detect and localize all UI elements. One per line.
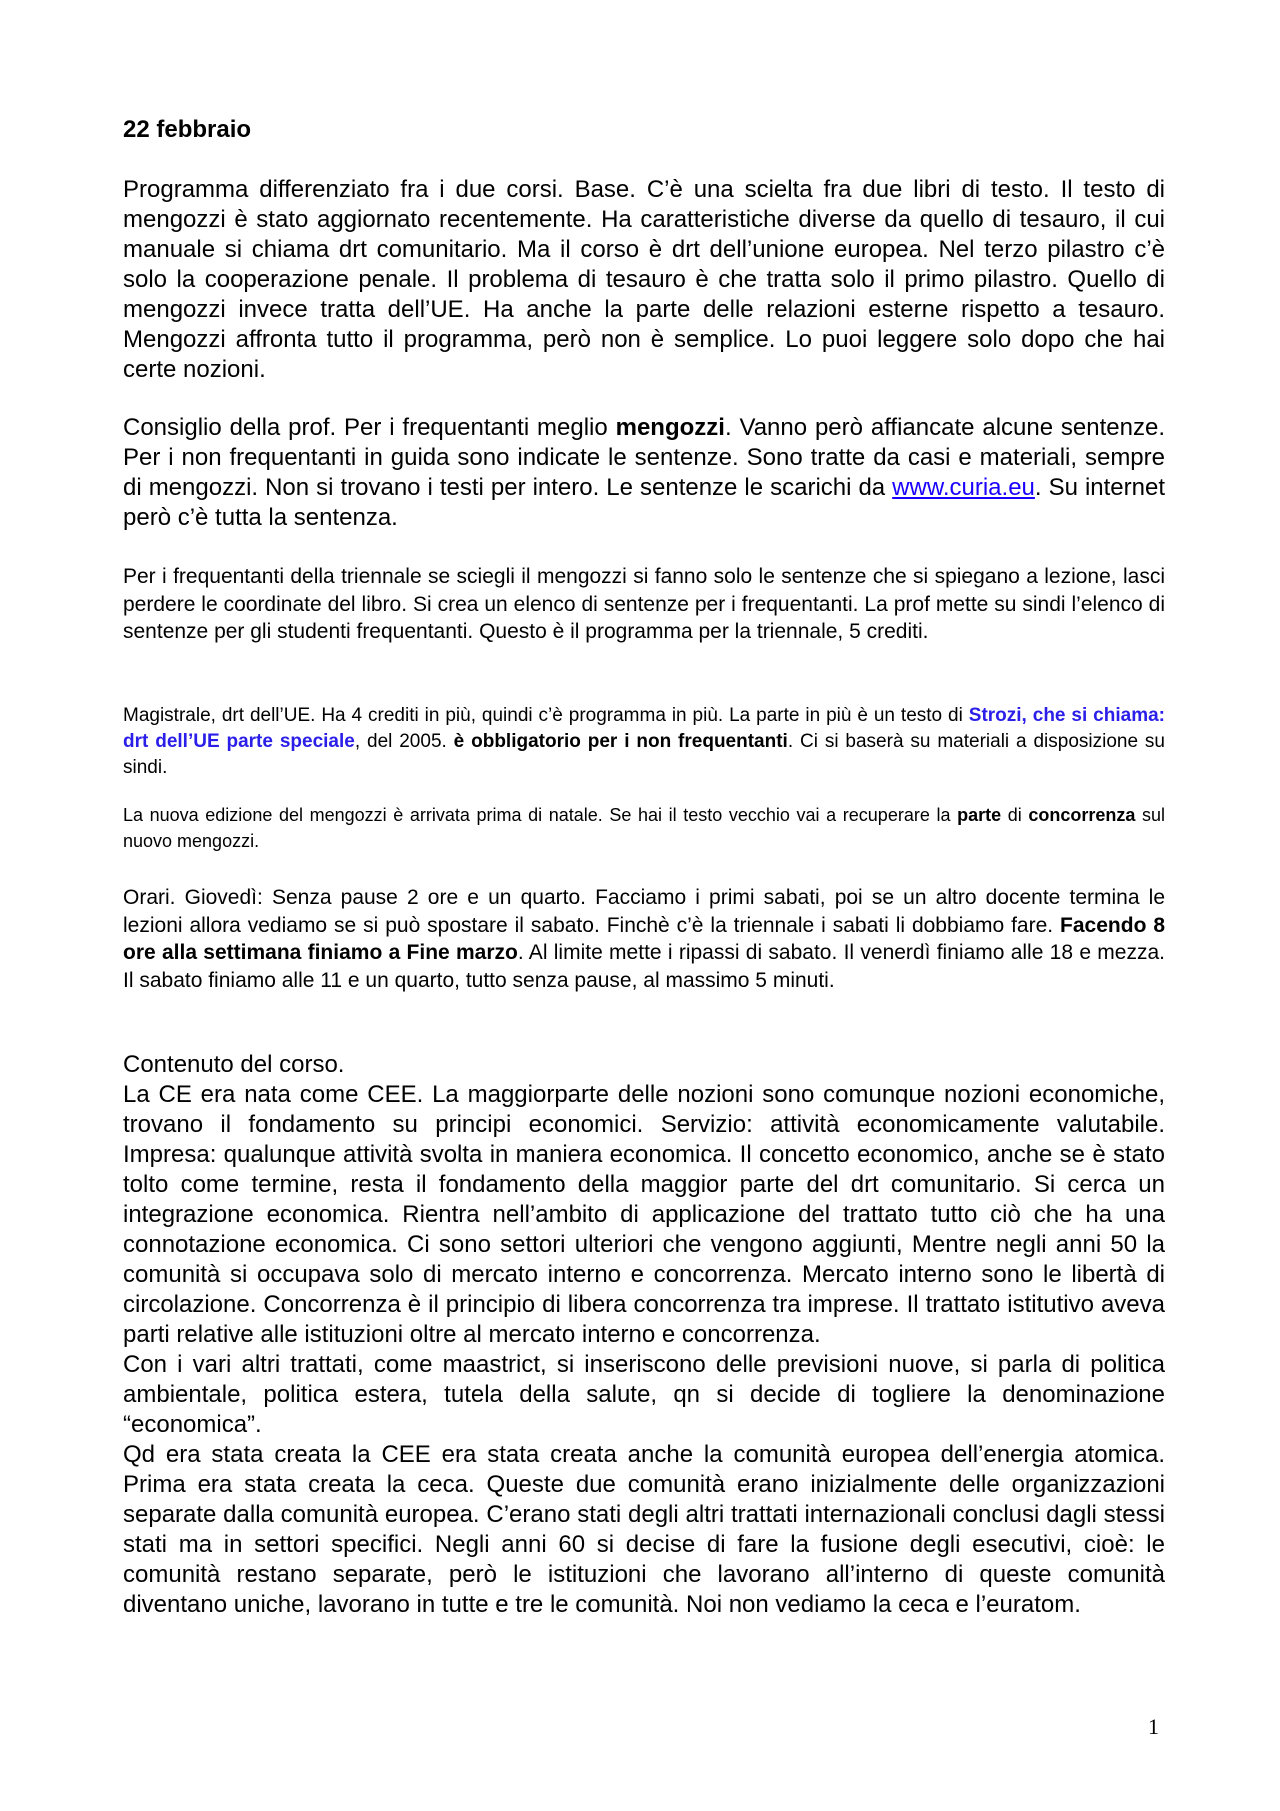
text-span: Consiglio della prof. Per i frequentanti meglio: [123, 414, 616, 441]
text-span: La nuova edizione del mengozzi è arrivata prima di natale. Se hai il testo vecchio vai a recuperare la: [123, 805, 958, 825]
text-span: . Su internet però c’è tutta la sentenza.: [123, 474, 1165, 531]
bold-text: è obbligatorio per i non frequentanti: [453, 731, 788, 752]
paragraph-magistrale: [123, 703, 1165, 781]
paragraph-text: Qd era stata creata la CEE era stata creata anche la comunità europea dell’energia atomica. Prima era stata creata la ceca. Queste due comunità erano inizialmente delle organizzazioni separate dalla comunità europea. C’erano stati degli altri trattati internazionali conclusi dagli stessi stati ma in settori specifici. Negli anni 60 si decise di fare la fusione degli esecutivi, cioè: le comunità restano separate, però le istituzioni che lavorano all’interno di queste comunità diventano uniche, lavorano in tutte e tre le comunità. Noi non vediamo la ceca e l’euratom.: [123, 1441, 1165, 1618]
paragraph-text: Programma differenziato fra i due corsi. Base. C’è una scielta fra due libri di testo. Il testo di mengozzi è stato aggiornato recentemente. Ha caratteristiche diverse da quello di tesauro, il cui manuale si chiama drt comunitario. Ma il corso è drt dell’unione europea. Nel terzo pilastro c’è solo la cooperazione penale. Il problema di tesauro è che tratta solo il primo pilastro. Quello di mengozzi invece tratta dell’UE. Ha anche la parte delle relazioni esterne rispetto a tesauro. Mengozzi affronta tutto il programma, però non è semplice. Lo puoi leggere solo dopo che hai certe nozioni.: [123, 176, 1165, 383]
text-span: sul nuovo mengozzi.: [123, 805, 1166, 851]
text-span: Magistrale, drt dell’UE. Ha 4 crediti in più, quindi c’è programma in più. La parte in più è un testo di: [123, 705, 969, 726]
section-contenuto: [123, 1050, 1165, 1620]
bold-text: parte: [957, 805, 1002, 825]
paragraph-triennale: [123, 563, 1165, 646]
text-span: , del 2005.: [354, 731, 454, 752]
text-span: di: [1001, 805, 1029, 825]
paragraph-nuova-edizione: [123, 802, 1165, 854]
paragraph-consiglio: [123, 413, 1165, 533]
paragraph-text: Con i vari altri trattati, come maastrict, si inseriscono delle previsioni nuove, si parla di politica ambientale, politica estera, tutela della salute, qn si decide di togliere la denominazione “economica”.: [123, 1351, 1165, 1438]
book-title: Strozi, che si chiama: drt dell’UE parte speciale: [123, 705, 1165, 752]
bold-text: Facendo 8 ore alla settimana finiamo a Fine marzo: [123, 913, 1165, 964]
text-span: . Vanno però affiancate alcune sentenze. Per i non frequentanti in guida sono indicate le sentenze. Sono tratte da casi e materiali, sempre di mengozzi. Non si trovano i testi per intero. Le sentenze le scarichi da: [123, 414, 1166, 501]
page-number: 1: [1148, 1714, 1159, 1739]
text-span: . Ci si baserà su materiali a disposizione su sindi.: [123, 731, 1165, 778]
text-span: . Al limite mette i ripassi di sabato. Il venerdì finiamo alle 18 e mezza. Il sabato finiamo alle 11 e un quarto, tutto senza pause, al massimo 5 minuti.: [123, 941, 1165, 992]
paragraph-programma: [123, 175, 1165, 385]
curia-link[interactable]: www.curia.eu: [892, 474, 1035, 501]
text-span: Orari. Giovedì: Senza pause 2 ore e un quarto. Facciamo i primi sabati, poi se un altro docente termina le lezioni allora vediamo se si può spostare il sabato. Finchè c’è la triennale i sabati li dobbiamo fare.: [123, 886, 1165, 937]
paragraph-text: Per i frequentanti della triennale se sciegli il mengozzi si fanno solo le sentenze che si spiegano a lezione, lasci perdere le coordinate del libro. Si crea un elenco di sentenze per i frequentanti. La prof mette su sindi l’elenco di sentenze per gli studenti frequentanti. Questo è il programma per la triennale, 5 crediti.: [123, 565, 1165, 643]
paragraph-orari: [123, 884, 1165, 994]
page-heading: 22 febbraio: [123, 116, 252, 143]
paragraph-text: La CE era nata come CEE. La maggiorparte delle nozioni sono comunque nozioni economiche, trovano il fondamento su principi economici. Servizio: attività economicamente valutabile. Impresa: qualunque attività svolta in maniera economica. Il concetto economico, anche se è stato tolto come termine, resta il fondamento della maggior parte del drt comunitario. Si cerca un integrazione economica. Rientra nell’ambito di applicazione del trattato tutto ciò che ha una connotazione economica. Ci sono settori ulteriori che vengono aggiunti, Mentre negli anni 50 la comunità si occupava solo di mercato interno e concorrenza. Mercato interno sono le libertà di circolazione. Concorrenza è il principio di libera concorrenza tra imprese. Il trattato istitutivo aveva parti relative alle istituzioni oltre al mercato interno e concorrenza.: [123, 1081, 1165, 1348]
bold-text: mengozzi: [615, 414, 725, 441]
section-title: Contenuto del corso.: [123, 1051, 345, 1078]
bold-text: concorrenza: [1028, 805, 1136, 825]
